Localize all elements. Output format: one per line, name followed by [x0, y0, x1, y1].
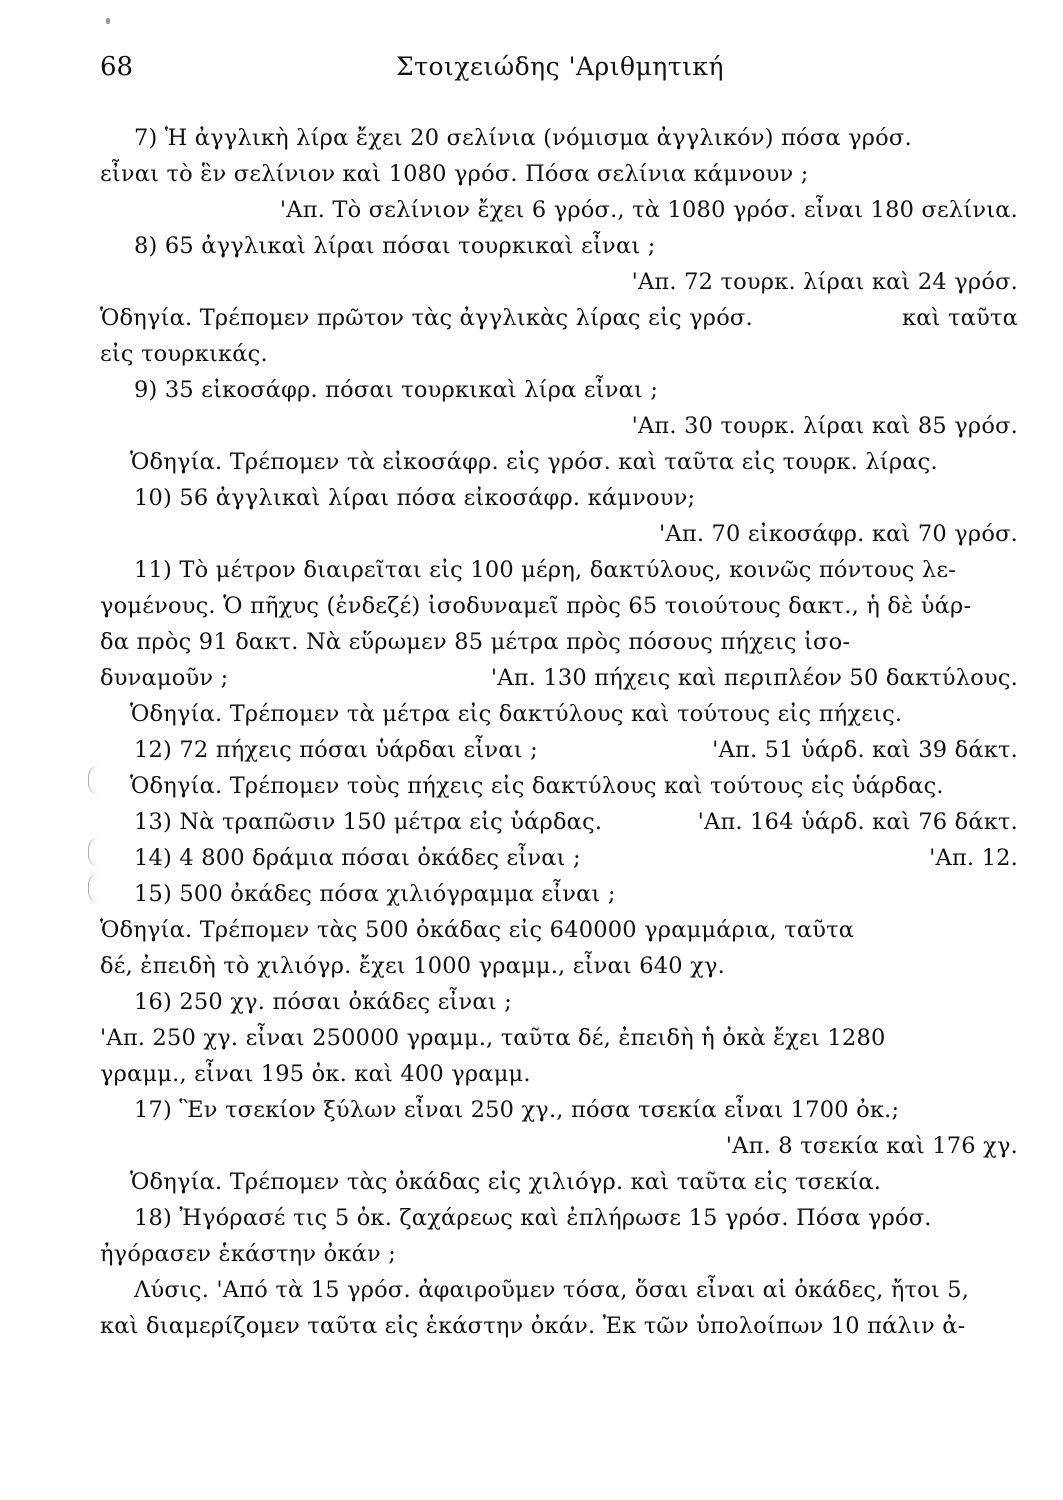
answer-text: 'Απ. 12.: [929, 845, 1018, 871]
text-line: 10) 56 ἀγγλικαὶ λίραι πόσα εἰκοσάφρ. κάμνουν;: [134, 485, 696, 511]
text-line: δα πρὸς 91 δακτ. Νὰ εὕρωμεν 85 μέτρα πρὸς πόσους πήχεις ἰσο-: [100, 629, 851, 655]
answer-line: 'Απ. 30 τουρκ. λίραι καὶ 85 γρόσ.: [631, 413, 1018, 439]
text-line: 'Απ. 250 χγ. εἶναι 250000 γραμμ., ταῦτα δέ, ἐπειδὴ ἡ ὀκὰ ἔχει 1280: [100, 1025, 886, 1051]
text-line: εἶναι τὸ ἓν σελίνιον καὶ 1080 γρόσ. Πόσα σελίνια κάμνουν ;: [100, 161, 809, 187]
text-line: 16) 250 χγ. πόσαι ὀκάδες εἶναι ;: [134, 989, 512, 1015]
answer-text: 'Απ. 51 ὑάρδ. καὶ 39 δάκτ.: [712, 737, 1018, 763]
text-line: 7) Ἡ ἀγγλικὴ λίρα ἔχει 20 σελίνια (νόμισμα ἀγγλικόν) πόσα γρόσ.: [134, 125, 912, 151]
page-number: 68: [100, 52, 134, 82]
text-line: 17) Ἓν τσεκίον ξύλων εἶναι 250 χγ., πόσα τσεκία εἶναι 1700 ὀκ.;: [134, 1097, 900, 1123]
text-line: [100, 840, 1018, 876]
text-line: γομένους. Ὁ πῆχυς (ἐνδεζέ) ἰσοδυναμεῖ πρὸς 65 τοιούτους δακτ., ἡ δὲ ὑάρ-: [100, 593, 972, 619]
page-header: [100, 52, 1020, 92]
text-line: ἠγόρασεν ἑκάστην ὀκάν ;: [100, 1241, 397, 1267]
answer-text: 'Απ. 130 πήχεις καὶ περιπλέον 50 δακτύλους.: [490, 665, 1018, 691]
text-line: δέ, ἐπειδὴ τὸ χιλιόγρ. ἔχει 1000 γραμμ., εἶναι 640 χγ.: [100, 953, 726, 979]
question-text: 12) 72 πήχεις πόσαι ὑάρδαι εἶναι ;: [134, 737, 538, 763]
text-line: εἰς τουρκικάς.: [100, 341, 268, 367]
print-speck: [106, 18, 110, 24]
text-line: 18) Ἠγόρασέ τις 5 ὀκ. ζαχάρεως καὶ ἐπλήρωσε 15 γρόσ. Πόσα γρόσ.: [134, 1205, 932, 1231]
running-title: Στοιχειώδης 'Αριθμητική: [395, 52, 725, 81]
text-body: [100, 120, 1018, 1344]
answer-line: 'Απ. 70 εἰκοσάφρ. καὶ 70 γρόσ.: [659, 521, 1018, 547]
text-line: [100, 660, 1018, 696]
text-line: Ὁδηγία. Τρέπομεν τὰς 500 ὀκάδας εἰς 640000 γραμμάρια, ταῦτα: [100, 917, 855, 943]
text-line: 11) Τὸ μέτρον διαιρεῖται εἰς 100 μέρη, δακτύλους, κοινῶς πόντους λε-: [134, 557, 957, 583]
answer-line: 'Απ. Τὸ σελίνιον ἔχει 6 γρόσ., τὰ 1080 γρόσ. εἶναι 180 σελίνια.: [279, 197, 1018, 223]
answer-line: 'Απ. 8 τσεκία καὶ 176 χγ.: [725, 1133, 1018, 1159]
text-line: Ὁδηγία. Τρέπομεν τὰς ὀκάδας εἰς χιλιόγρ. καὶ ταῦτα εἰς τσεκία.: [130, 1169, 882, 1195]
text-line: [100, 732, 1018, 768]
instruction-text: Ὁδηγία. Τρέπομεν πρῶτον τὰς ἀγγλικὰς λίρας εἰς γρόσ.: [100, 305, 753, 331]
answer-text: 'Απ. 164 ὑάρδ. καὶ 76 δάκτ.: [697, 809, 1018, 835]
answer-line: 'Απ. 72 τουρκ. λίραι καὶ 24 γρόσ.: [631, 269, 1018, 295]
text-line: 9) 35 εἰκοσάφρ. πόσαι τουρκικαὶ λίρα εἶναι ;: [134, 377, 659, 403]
text-line: 15) 500 ὀκάδες πόσα χιλιόγραμμα εἶναι ;: [134, 881, 616, 907]
text-line: [100, 804, 1018, 840]
text-line: Ὁδηγία. Τρέπομεν τὰ μέτρα εἰς δακτύλους καὶ τούτους εἰς πήχεις.: [130, 701, 903, 727]
question-text-end: δυναμοῦν ;: [100, 665, 229, 691]
question-text: 13) Νὰ τραπῶσιν 150 μέτρα εἰς ὑάρδας.: [134, 809, 603, 835]
text-line: Λύσις. 'Από τὰ 15 γρόσ. ἀφαιροῦμεν τόσα, ὅσαι εἶναι αἱ ὀκάδες, ἤτοι 5,: [134, 1277, 970, 1303]
text-line: [100, 300, 1018, 336]
text-line: 8) 65 ἀγγλικαὶ λίραι πόσαι τουρκικαὶ εἶναι ;: [134, 233, 656, 259]
text-line: γραμμ., εἶναι 195 ὀκ. καὶ 400 γραμμ.: [100, 1061, 531, 1087]
question-text: 14) 4 800 δράμια πόσαι ὀκάδες εἶναι ;: [134, 845, 581, 871]
text-line: Ὁδηγία. Τρέπομεν τὰ εἰκοσάφρ. εἰς γρόσ. καὶ ταῦτα εἰς τουρκ. λίρας.: [130, 449, 938, 475]
text-line: Ὁδηγία. Τρέπομεν τοὺς πήχεις εἰς δακτύλους καὶ τούτους εἰς ὑάρδας.: [130, 773, 944, 799]
instruction-text-end: καὶ ταῦτα: [902, 305, 1018, 331]
text-line: καὶ διαμερίζομεν ταῦτα εἰς ἑκάστην ὀκάν. Ἐκ τῶν ὑπολοίπων 10 πάλιν ἀ-: [100, 1313, 966, 1339]
